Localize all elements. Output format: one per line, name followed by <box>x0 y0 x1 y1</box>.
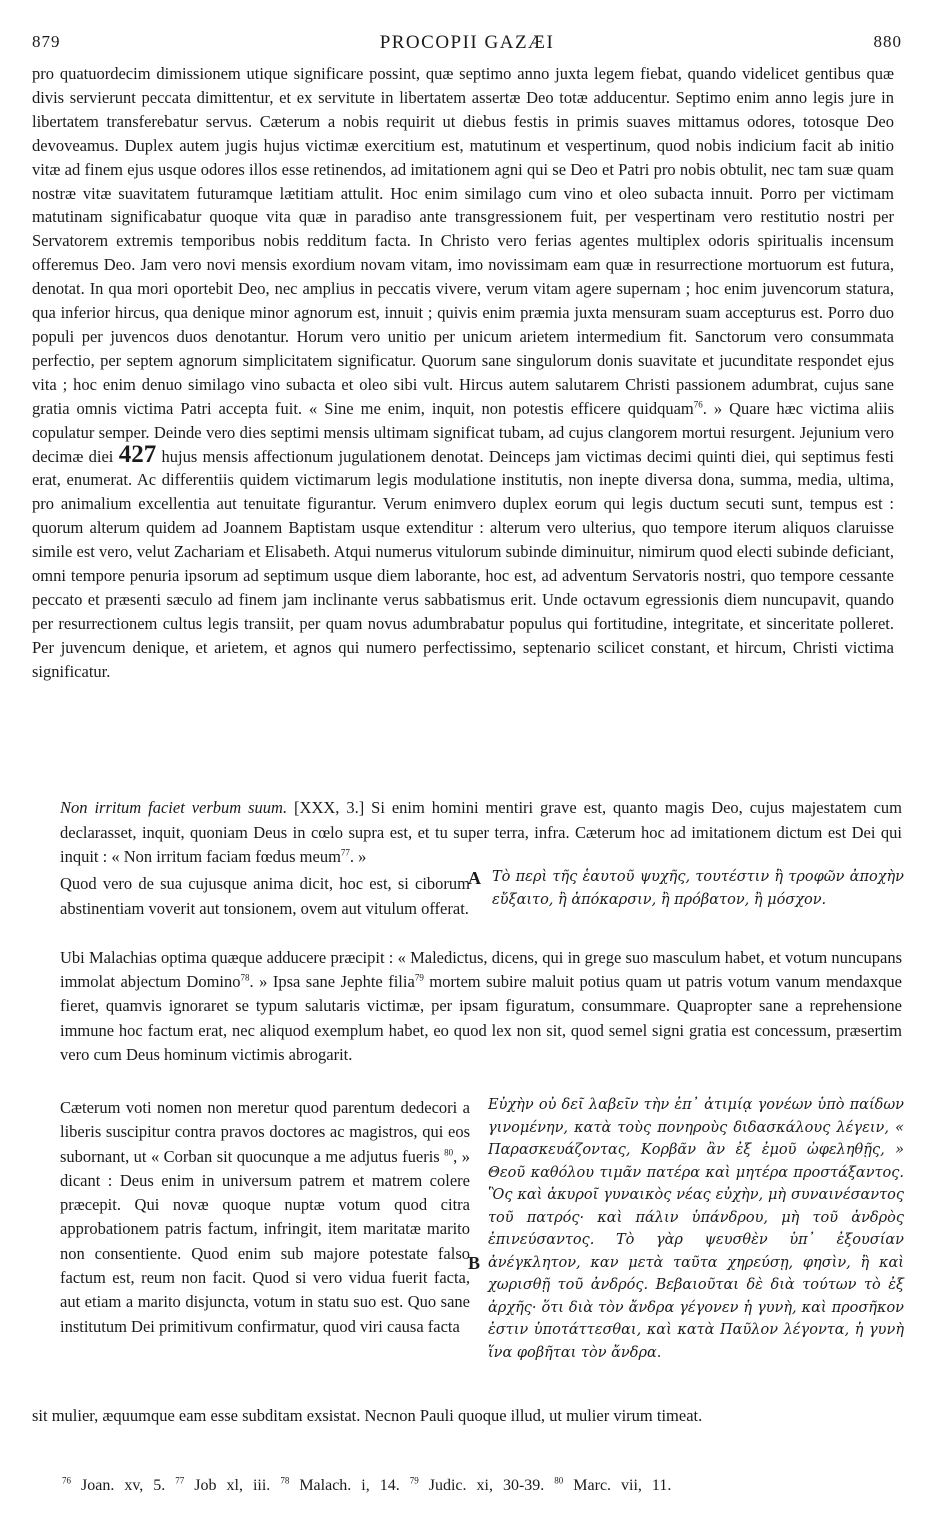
footnote-number-77: 77 <box>175 1475 185 1486</box>
malachias-text-3: mortem subire maluit potius quam ut patris votum vanum mendaxque fieret, quamvis ignoraret se typum salutaris victimæ, per ipsam figuratum, consummare. Quapropter sane a reprehensione immune hoc factum erat, nec aliquod exemplum habet, eo quod lex non sit, quod semel signi gratia est concessum, præsertim vero cum Deus hominum victimis abrogarit. <box>60 972 903 1064</box>
main-text-part-2: . » Quare hæc victima aliis copulatur semper. Deinde vero dies septimi mensis ultimam significat tubam, ad cujus clangorem mortui resurgent. Jejunium vero decimæ diei <box>32 398 894 466</box>
footnote-ref-76: 76 <box>693 399 703 410</box>
latin-column-votum <box>60 1096 470 1339</box>
page-header <box>32 32 902 56</box>
latin-column-anima: Quod vero de sua cujusque anima dicit, hoc est, si ciborum abstinentiam voverit aut tonsionem, ovem aut vitulum offerat. <box>60 874 470 918</box>
margin-marker-b: B <box>468 1253 481 1273</box>
votum-text-2: , » dicant : Deus enim in universum patrem et matrem colere præcepit. Qui novæ quoque nuptæ votum quod citra approbationem patris factum, infringit, item maritatæ marito non consentiente. Quod enim sub majore potestate falso factum est, reum non facit. Quod si vero vidua fuerit facta, aut etiam a marito disjuncta, votum in statu suo est. Quo sane institutum Dei primitivum confirmatur, quod viri causa facta <box>60 1146 471 1336</box>
malachias-text-1: Ubi Malachias optima quæque adducere præcipit : « Maledictus, dicens, qui in grege suo masculum habet, et votum nuncupans immolat abjectum Domino <box>60 948 902 992</box>
footnote-ref-79: 79 <box>414 972 424 983</box>
malachias-text-2: . » Ipsa sane Jephte filia <box>249 972 415 992</box>
footnote-number-78: 78 <box>280 1475 290 1486</box>
lemma-title: Non irritum faciet verbum suum. <box>60 798 288 817</box>
footnote-number-79: 79 <box>409 1475 419 1486</box>
malachias-paragraph <box>60 946 902 1067</box>
main-text-part-3: hujus mensis affectionum jugulationem denotat. Deinceps jam victimas decimi quinti diei, qui septimus festi erat, enumerat. Ac differentiis quidem victimarum legis modulatione institutis, non inepte diversa dona, summa, media, ultima, pro animalium excellentia aut tenuitate figurantur. Verum enimvero duplex eorum qui legis ductum secuti sunt, tempus est : quorum alterum quidem ad Joannem Baptistam usque extenditur : alterum vero ulterius, quo tempore iterum aliquos claruisse simile est vero, velut Zachariam et Elisabeth. Atqui numerus vitulorum subinde diminuitur, nimirum quod electi subinde deficiant, omni tempore penuria ipsorum ad septimum usque diem laborante, hoc est, ad adventum Servatoris nostri, quo tempore cessante peccato et præsenti sæculo ad finem jam inclinante verus sabbatismus erit. Unde octavum egressionis diem nuncupavit, quando per resurrectionem cultus legis transiit, per quam novus adumbrabatur populus qui fortitudine, integritate, et sinceritate polleret. Per juvencum denique, et arietem, et agnos qui numero perfectissimo, septenario scilicet constant, et hircum, Christi victima significatur. <box>32 446 894 681</box>
votum-text-1: Cæterum voti nomen non meretur quod parentum dedecori a liberis suscipitur contra pravos doctores ac magistros, qui eos subornant, ut « Corban sit quocunque a me adjutus fueris <box>60 1098 470 1166</box>
page-number-marker: 427 <box>118 440 157 468</box>
main-text-part-1: pro quatuordecim dimissionem utique significare possint, quæ septimo anno juxta legem fiebat, quando videlicet gentibus quæ divis servierunt peccata dimittentur, et ex servitute in libertatem assertæ Deo totæ adducentur. Septimo enim anno legis jure in libertatem transferebatur servus. Cæterum a nobis requirit ut diebus festis in primis suaves mittamus odores, totosque Deo devoveamus. Duplex autem jugis hujus victimæ exercitium est, matutinum et vespertinum, quod nobis indicium facit ab initio vitæ ad finem ejus usque odores illos esse retinendos, ad imitationem agni qui se Deo et Patri pro nobis obtulit, nec tam suæ quam nostræ vitæ suavitatem futuramque lætitiam attulit. Hoc enim similago cum vino et oleo subacta innuit. Porro per victimam matutinam significabatur quoque vita quæ in paradiso ante transgressionem fuit, per vespertinam vero restitutio nostri per Servatorem extremis temporibus nobis redditum facta. In Christo vero ferias agentes multiplex odoris spiritualis incensum offeremus Deo. Jam vero novi mensis exordium novam vitam, imo novissimam eam quæ in resurrectione mortuorum est futura, denotat. In qua mori oportebit Deo, nec amplius in peccatis vivere, verum vitam agere supernam ; hoc enim juvencorum statura, qua inferior hircus, qua denique minor agnorum est, innuit ; quivis enim præmia juxta mensuram suam accepturus est. Porro duo populi per juvencos duos denotantur. Horum vero unitio per unicum arietem intermedium fit. Sanctorum vero consummata perfectio, per septem agnorum simplicitatem significatur. Quorum sane singulorum donis suavitate et jucunditate respondet ejus vita ; hoc enim denuo similago vino subacta et oleo sibi vult. Hircus autem salutarem Christi passionem adumbrat, cujus sane gratia omnis victima Patri accepta fuit. « Sine me enim, inquit, non potestis efficere quidquam <box>32 64 894 418</box>
lemma-end: . » <box>349 847 367 867</box>
footnote-number-80: 80 <box>554 1475 564 1486</box>
footnotes <box>62 1476 902 1496</box>
footnote-79: Judic. xi, 30-39. <box>428 1477 545 1494</box>
column-number-left: 879 <box>32 32 61 51</box>
greek-column-votum: Εὐχὴν οὐ δεῖ λαβεῖν τὴν ἐπ᾽ ἀτιμίᾳ γονέων ὑπὸ παίδων γινομένην, κατὰ τοὺς πονηροὺς διδασκάλους λέγειν, « Παρασκευάζοντας, Κορβᾶν ἂν ἐξ ἐμοῦ ὠφεληθῇς, » Θεοῦ καθόλου τιμᾶν πατέρα καὶ μητέρα προστάξαντος. Ὃς καὶ ἀκυροῖ γυναικὸς νέας εὐχὴν, μὴ συναινέσαντος τοῦ πατρός· καὶ πάλιν ὑπάνδρου, μὴ τοῦ ἀνδρὸς ἐπινεύσαντος. Τὸ γὰρ ψευσθὲν ὑπ᾽ ἐξουσίαν ἀνέγκλητον, καν μετὰ ταῦτα χηρεύσῃ, φησὶν, ἢ καὶ χωρισθῇ τοῦ ἀνδρός. Βεβαιοῦται δὲ διὰ τούτων τὸ ἐξ ἀρχῆς· ὅτι διὰ τὸν ἄνδρα γέγονεν ἡ γυνὴ, καὶ προσῆκον ἐστιν ὑποτάττεσθαι, καὶ κατὰ Παῦλον λέγοντα, ἡ γυνὴ ἵνα φοβῆται τὸν ἄνδρα. <box>488 1097 904 1361</box>
footnote-ref-78: 78 <box>240 972 250 983</box>
footnote-80: Marc. vii, 11. <box>573 1477 672 1494</box>
closing-paragraph: sit mulier, æquumque eam esse subditam exsistat. Necnon Pauli quoque illud, ut mulier virum timeat. <box>32 1406 703 1425</box>
lemma-paragraph <box>60 796 902 870</box>
margin-marker-a: A <box>468 868 481 888</box>
footnote-78: Malach. i, 14. <box>299 1477 400 1494</box>
footnote-76: Joan. xv, 5. <box>81 1477 166 1494</box>
footnote-77: Job xl, iii. <box>194 1477 271 1494</box>
running-title: PROCOPII GAZÆI <box>379 32 555 53</box>
column-number-right: 880 <box>873 32 902 51</box>
footnote-ref-77: 77 <box>340 847 350 858</box>
lemma-reference: [XXX, 3.] <box>294 798 365 817</box>
footnote-number-76: 76 <box>62 1475 71 1486</box>
greek-column-anima: Τὸ περὶ τῆς ἑαυτοῦ ψυχῆς, τουτέστιν ἢ τροφῶν ἀποχὴν εὔξαιτο, ἢ ἀπόκαρσιν, ἢ πρόβατον, ἢ μόσχον. <box>492 869 904 908</box>
commentary-main-paragraph <box>32 62 894 684</box>
lemma-text: Si enim homini mentiri grave est, quanto magis Deo, cujus majestatem cum declarasset, inquit, quoniam Deus in cœlo supra est, et tu super terra, infra. Cæterum hoc ad imitationem dictum est Dei qui inquit : « Non irritum faciam fœdus meum <box>60 798 902 867</box>
footnote-ref-80: 80 <box>444 1147 454 1158</box>
